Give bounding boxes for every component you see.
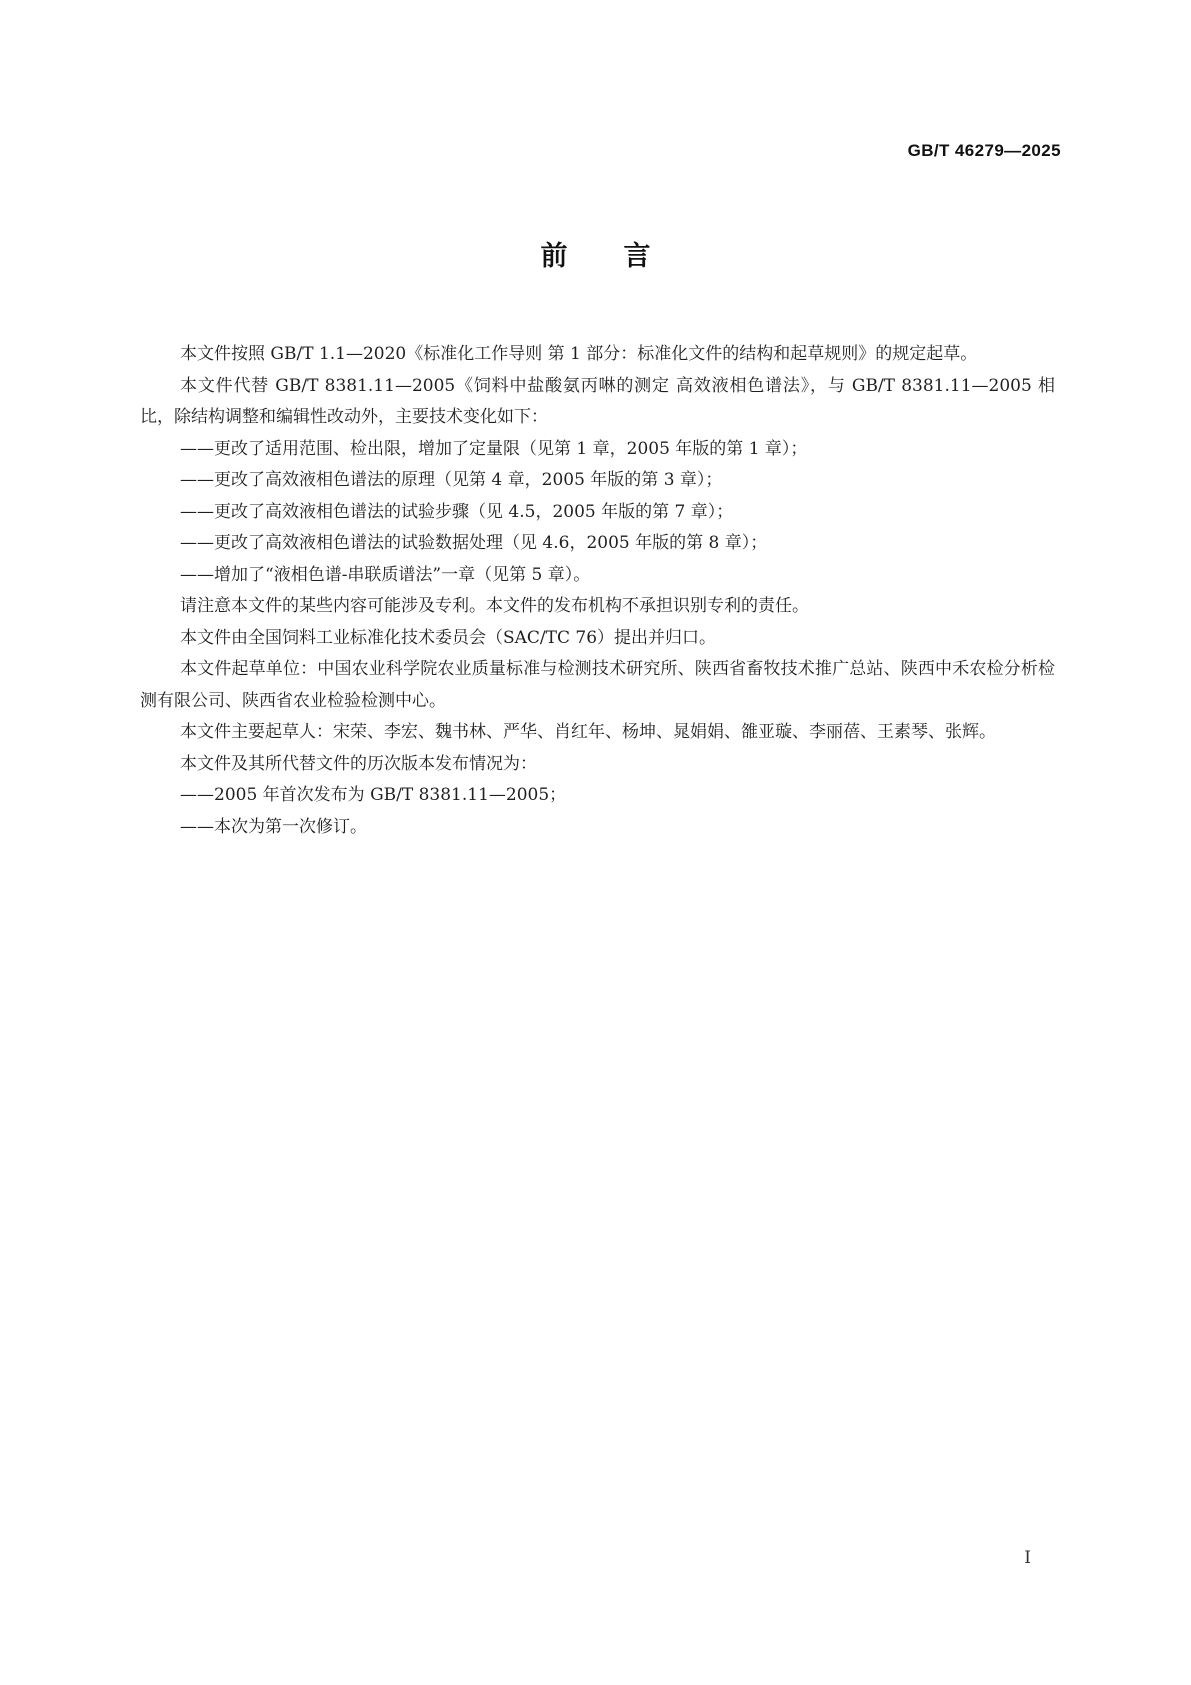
- change-item: ——更改了高效液相色谱法的试验步骤（见 4.5，2005 年版的第 7 章）；: [180, 501, 734, 522]
- change-item: ——更改了高效液相色谱法的原理（见第 4 章，2005 年版的第 3 章）；: [180, 470, 723, 490]
- page-title: 前言: [540, 241, 707, 272]
- change-item: ——增加了“液相色谱-串联质谱法”一章（见第 5 章）。: [180, 564, 591, 585]
- foreword-body: [140, 339, 1055, 843]
- paragraph-drafters: 本文件主要起草人：宋荣、李宏、魏书林、严华、肖红年、杨坤、晁娟娟、雒亚璇、李丽蓓、王素琴、张辉。: [180, 722, 996, 742]
- change-item: ——更改了适用范围、检出限，增加了定量限（见第 1 章，2005 年版的第 1 章）；: [180, 438, 808, 459]
- paragraph-drafting-units: 本文件起草单位：中国农业科学院农业质量标准与检测技术研究所、陕西省畜牧技术推广总站、陕西中禾农检分析检测有限公司、陕西省农业检验检测中心。: [140, 659, 1055, 711]
- paragraph-committee: 本文件由全国饲料工业标准化技术委员会（SAC/TC 76）提出并归口。: [180, 627, 717, 648]
- document-code: GB/T 46279—2025: [907, 141, 1061, 160]
- page-number: I: [1024, 1548, 1031, 1568]
- paragraph-replacement: 本文件代替 GB/T 8381.11—2005《饲料中盐酸氨丙啉的测定 高效液相色谱法》，与 GB/T 8381.11—2005 相比，除结构调整和编辑性改动外，主要技术变化如下：: [140, 375, 1055, 427]
- paragraph-patent-notice: 请注意本文件的某些内容可能涉及专利。本文件的发布机构不承担识别专利的责任。: [180, 596, 809, 616]
- history-item: ——本次为第一次修订。: [180, 816, 367, 837]
- change-item: ——更改了高效液相色谱法的试验数据处理（见 4.6，2005 年版的第 8 章）；: [180, 533, 768, 553]
- paragraph-version-history: 本文件及其所代替文件的历次版本发布情况为：: [180, 753, 537, 774]
- paragraph-drafting-rules: 本文件按照 GB/T 1.1—2020《标准化工作导则 第 1 部分：标准化文件的结构和起草规则》的规定起草。: [180, 344, 978, 364]
- history-item: ——2005 年首次发布为 GB/T 8381.11—2005；: [180, 785, 567, 805]
